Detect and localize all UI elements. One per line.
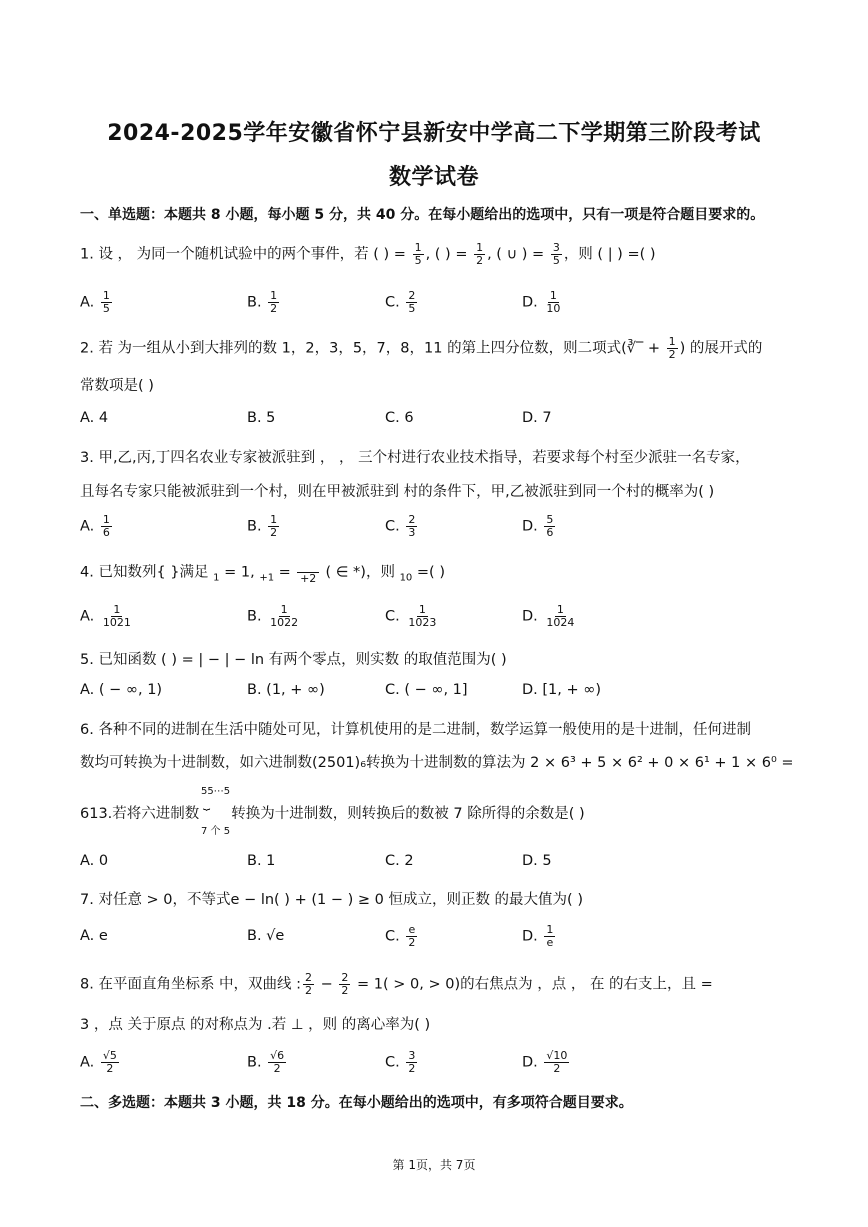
exam-title: 2024-2025学年安徽省怀宁县新安中学高二下学期第三阶段考试 (107, 121, 761, 146)
q1-option-b: B. $\frac{1}{2}$ (247, 289, 278, 315)
q1-option-c: C. $\frac{2}{5}$ (385, 289, 416, 315)
q4-option-d: D. $\frac{1}{1024}$ (522, 603, 575, 629)
question-3-line-2: 且每名专家只能被派驻到一个村，则在甲被派驻到 村的条件下，甲,乙被派驻到同一个村的概率为( ) (80, 484, 715, 500)
q6-brace: ⏟ (203, 796, 211, 810)
q7-option-d: D. $\frac{1}{e}$ (522, 923, 554, 949)
question-6-line-2: 数均可转换为十进制数，如六进制数(2501)₆转换为十进制数的算法为 2 × 6³ + 5 × 6² + 0 × 6¹ + 1 × 6⁰ = (80, 755, 794, 771)
question-8-line-1: 8. 在平面直角坐标系 中，双曲线 : $\frac{2}{2}$ − $\frac{2}{2}$ = 1( > 0, > 0)的右焦点为 ，点 ， 在 的右支上，且 = (80, 971, 713, 997)
q2-option-c: C. 6 (385, 410, 414, 426)
q7-option-c: C. $\frac{e}{2}$ (385, 923, 416, 949)
q6-option-b: B. 1 (247, 853, 276, 869)
q4-option-a: A. $\frac{1}{1021}$ (80, 603, 131, 629)
q1-option-d: D. $\frac{1}{10}$ (522, 289, 561, 315)
q2-option-d: D. 7 (522, 410, 552, 426)
q6-option-a: A. 0 (80, 853, 109, 869)
q2-option-a: A. 4 (80, 410, 109, 426)
question-6-line-3: 613.若将六进制数 转换为十进制数，则转换后的数被 7 除所得的余数是( ) (80, 806, 585, 822)
q2-option-b: B. 5 (247, 410, 276, 426)
q8-option-c: C. $\frac{3}{2}$ (385, 1049, 416, 1075)
q1-option-a: A. $\frac{1}{5}$ (80, 289, 110, 315)
q5-option-a: A. ( − ∞, 1) (80, 682, 163, 698)
question-1-stem: 1. 设 ， 为同一个随机试验中的两个事件，若 ( ) = $\frac{1}{5}$ , ( ) = $\frac{1}{2}$ , ( ∪ ) = $\frac{3}{5}$ ，则 ( | ) =( ) (80, 241, 656, 267)
q6-option-c: C. 2 (385, 853, 414, 869)
q3-option-d: D. $\frac{5}{6}$ (522, 513, 554, 539)
section-single-choice: 一、单选题：本题共 8 小题，每小题 5 分，共 40 分。在每小题给出的选项中，只有一项是符合题目要求的。 (80, 207, 765, 223)
q5-option-b: B. (1, + ∞) (247, 682, 325, 698)
q3-option-b: B. $\frac{1}{2}$ (247, 513, 278, 539)
q6-option-d: D. 5 (522, 853, 552, 869)
fraction: $\frac{1}{2}$ (476, 241, 484, 267)
question-7-stem: 7. 对任意 > 0，不等式e − ln( ) + (1 − ) ≥ 0 恒成立，则正数 的最大值为( ) (80, 892, 583, 908)
q5-option-c: C. ( − ∞, 1] (385, 682, 468, 698)
exam-subtitle: 数学试卷 (388, 165, 479, 190)
q6-brace-top: 55⋯5 (201, 786, 231, 797)
question-2-stem: 2. 若 为一组从小到大排列的数 1，2，3，5，7，8，11 的第上四分位数，则二项式(∛‾ + $\frac{1}{2}$ ) 的展开式的 (80, 335, 763, 361)
q4-option-c: C. $\frac{1}{1023}$ (385, 603, 437, 629)
q7-option-a: A. e (80, 928, 108, 944)
q4-option-b: B. $\frac{1}{1022}$ (247, 603, 299, 629)
q3-option-a: A. $\frac{1}{6}$ (80, 513, 110, 539)
question-3-line-1: 3. 甲,乙,丙,丁四名农业专家被派驻到 ， ， 三个村进行农业技术指导，若要求每个村至少派驻一名专家， (80, 450, 750, 466)
question-6-line-1: 6. 各种不同的进制在生活中随处可见，计算机使用的是二进制，数学运算一般使用的是十进制，任何进制 (80, 722, 751, 738)
question-5-stem: 5. 已知函数 ( ) = | − | − ln 有两个零点，则实数 的取值范围为( ) (80, 652, 507, 668)
question-8-line-2: 3 ，点 关于原点 的对称点为 .若 ⊥ ，则 的离心率为( ) (80, 1017, 431, 1033)
q7-option-b: B. √e (247, 928, 285, 944)
q3-option-c: C. $\frac{2}{3}$ (385, 513, 416, 539)
q5-option-d: D. [1, + ∞) (522, 682, 601, 698)
q8-option-a: A. $\frac{√5}{2}$ (80, 1049, 117, 1075)
question-4-stem: 4. 已知数列{ }满足 $_1$ = 1, $_{+1}$ = +2 ( ∈ *)，则 $_{10}$ =( ) (80, 560, 445, 585)
q6-brace-bottom: 7 个 5 (201, 826, 231, 837)
question-2-line-2: 常数项是( ) (80, 378, 154, 394)
q8-option-d: D. $\frac{√10}{2}$ (522, 1049, 568, 1075)
q8-option-b: B. $\frac{√6}{2}$ (247, 1049, 285, 1075)
fraction: $\frac{1}{5}$ (414, 241, 422, 267)
section-multiple-choice: 二、多选题：本题共 3 小题，共 18 分。在每小题给出的选项中，有多项符合题目要求。 (80, 1095, 633, 1111)
fraction: $\frac{3}{5}$ (552, 241, 560, 267)
page-footer: 第 1页，共 7页 (392, 1158, 476, 1172)
